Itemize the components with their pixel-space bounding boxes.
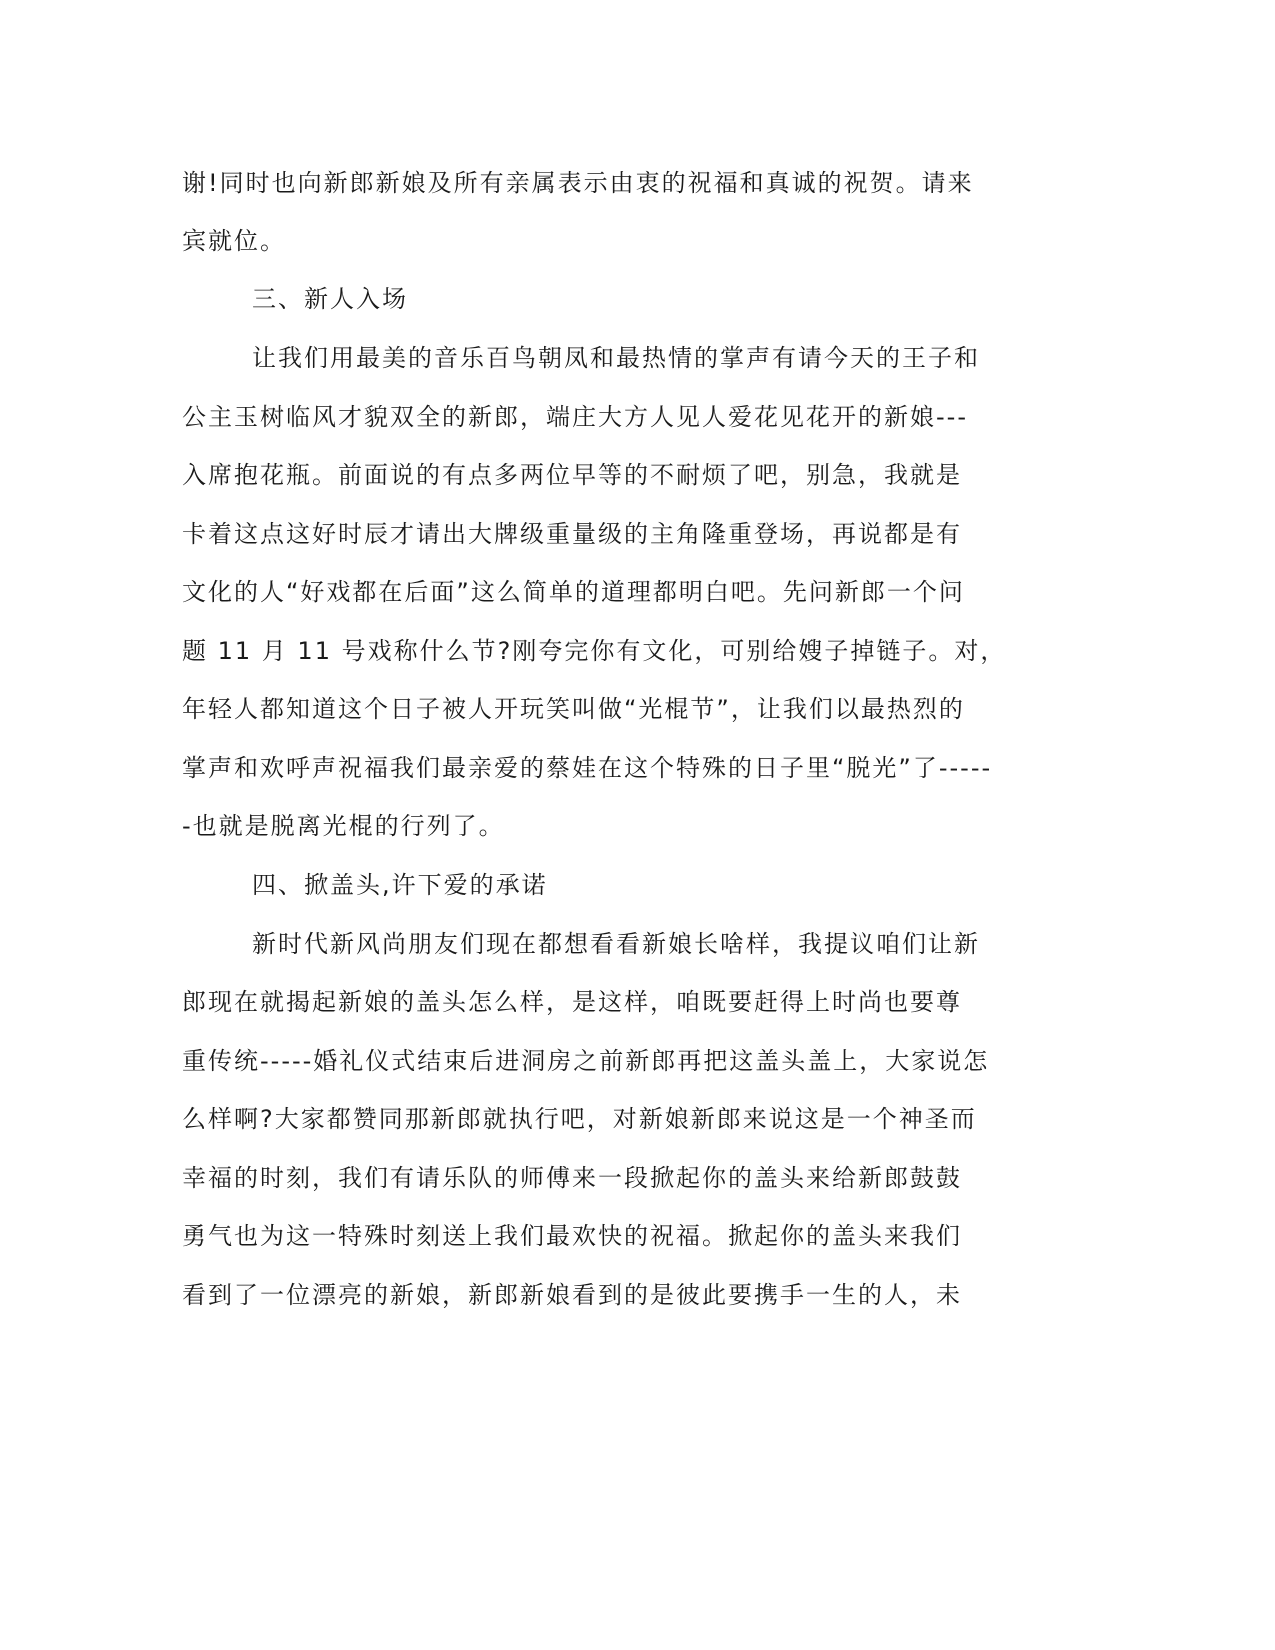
text-line: 题 11 月 11 号戏称什么节?刚夸完你有文化，可别给嫂子掉链子。对， <box>182 637 1007 665</box>
text-line: 公主玉树临风才貌双全的新郎，端庄大方人见人爱花见花开的新娘--- <box>182 403 968 431</box>
text-line: 重传统-----婚礼仪式结束后进洞房之前新郎再把这盖头盖上，大家说怎 <box>182 1047 990 1075</box>
text-line: 看到了一位漂亮的新娘，新郎新娘看到的是彼此要携手一生的人，未 <box>182 1281 962 1309</box>
text-line: 勇气也为这一特殊时刻送上我们最欢快的祝福。掀起你的盖头来我们 <box>182 1222 962 1250</box>
text-line: 么样啊?大家都赞同那新郎就执行吧，对新娘新郎来说这是一个神圣而 <box>182 1105 977 1133</box>
text-line: 年轻人都知道这个日子被人开玩笑叫做“光棍节”，让我们以最热烈的 <box>182 695 965 723</box>
text-line: -也就是脱离光棍的行列了。 <box>182 812 505 840</box>
text-line: 卡着这点这好时辰才请出大牌级重量级的主角隆重登场，再说都是有 <box>182 520 962 548</box>
section-heading: 四、掀盖头,许下爱的承诺 <box>252 871 548 899</box>
text-line: 幸福的时刻，我们有请乐队的师傅来一段掀起你的盖头来给新郎鼓鼓 <box>182 1164 962 1192</box>
text-line: 郎现在就揭起新娘的盖头怎么样，是这样，咱既要赶得上时尚也要尊 <box>182 988 962 1016</box>
section-heading: 三、新人入场 <box>252 285 408 313</box>
paragraph-start: 让我们用最美的音乐百鸟朝凤和最热情的掌声有请今天的王子和 <box>252 344 980 372</box>
paragraph-start: 新时代新风尚朋友们现在都想看看新娘长啥样，我提议咱们让新 <box>252 930 980 958</box>
text-line: 宾就位。 <box>182 227 286 255</box>
text-line: 文化的人“好戏都在后面”这么简单的道理都明白吧。先问新郎一个问 <box>182 578 965 606</box>
text-line: 掌声和欢呼声祝福我们最亲爱的蔡娃在这个特殊的日子里“脱光”了----- <box>182 754 993 782</box>
text-line: 入席抱花瓶。前面说的有点多两位早等的不耐烦了吧，别急，我就是 <box>182 461 962 489</box>
text-line: 谢!同时也向新郎新娘及所有亲属表示由衷的祝福和真诚的祝贺。请来 <box>182 169 974 197</box>
